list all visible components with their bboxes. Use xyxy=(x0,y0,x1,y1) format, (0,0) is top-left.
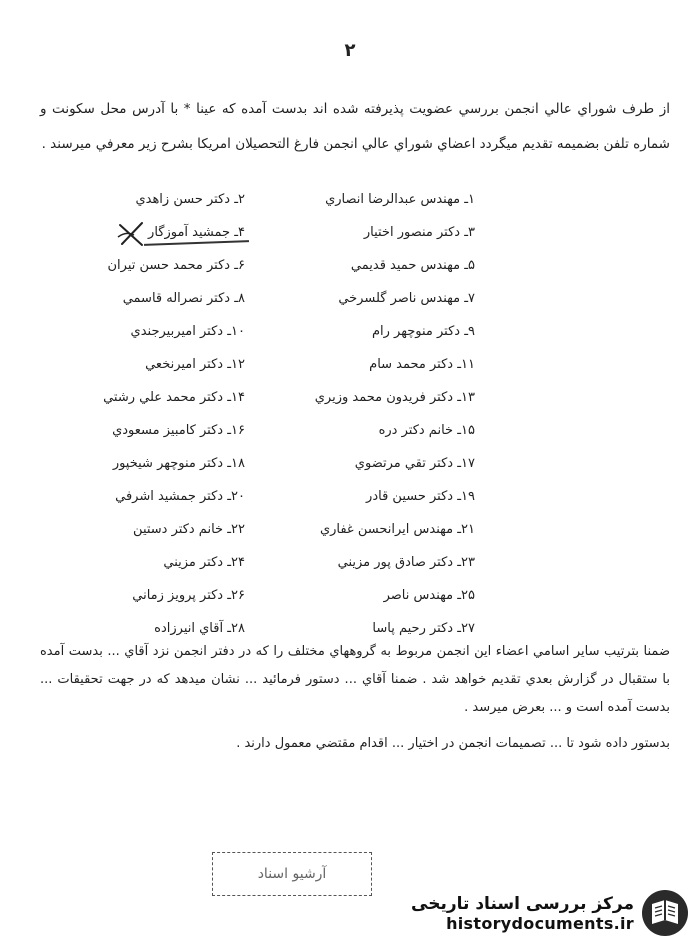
member-name: ۵ـ مهندس حميد قديمي xyxy=(350,258,475,273)
member-name: ۱۱ـ دكتر محمد سام xyxy=(369,357,475,372)
list-item xyxy=(0,456,700,486)
member-name-crossed xyxy=(15,225,245,240)
list-item xyxy=(0,555,700,585)
member-name: ۶ـ دكتر محمد حسن تيران xyxy=(107,258,245,273)
intro-paragraph: از طرف شوراي عالي انجمن بررسي عضويت پذيرفته شده اند بدست آمده كه عينا * با آدرس محل سكونت و شماره تلفن بضميمه تقديم ميگردد اعضاي شوراي عالي انجمن فارغ التحصيلان امريكا بشرح زير معرفي ميرسند . xyxy=(40,101,670,152)
member-name: ۲۴ـ دكتر مزيني xyxy=(163,555,245,570)
list-item xyxy=(0,192,700,222)
handwritten-x-mark-icon xyxy=(116,219,146,249)
watermark-title: مرکز بررسی اسناد تاریخی xyxy=(411,893,634,914)
member-name: ۲۰ـ دكتر جمشيد اشرفي xyxy=(115,489,245,504)
member-name: ۱۶ـ دكتر كامبيز مسعودي xyxy=(112,423,245,438)
member-name: ۱۴ـ دكتر محمد علي رشتي xyxy=(103,390,245,405)
handwritten-underline xyxy=(144,240,249,246)
member-name: ۲۳ـ دكتر صادق پور مزيني xyxy=(337,555,475,570)
member-name: ۸ـ دكتر نصراله قاسمي xyxy=(122,291,245,306)
page-number: ۲ xyxy=(344,40,356,61)
member-name: ۹ـ دكتر منوچهر رام xyxy=(371,324,475,339)
book-logo-icon xyxy=(640,888,690,938)
member-name: ۲۷ـ دكتر رحيم پاسا xyxy=(372,621,475,636)
list-item xyxy=(0,258,700,288)
member-name: ۱۰ـ دكتر اميربيرجندي xyxy=(130,324,245,339)
list-item xyxy=(0,291,700,321)
member-name: ۲۶ـ دكتر پرويز زماني xyxy=(132,588,245,603)
crossed-name xyxy=(148,225,245,240)
list-item xyxy=(0,588,700,618)
list-item xyxy=(0,423,700,453)
member-name: ۷ـ مهندس ناصر گلسرخي xyxy=(338,291,475,306)
member-name: ۲۱ـ مهندس ايرانحسن غفاري xyxy=(319,522,475,537)
member-name: ۱۷ـ دكتر تقي مرتضوي xyxy=(354,456,475,471)
closing-paragraph: بدستور داده شود تا ... تصميمات انجمن در اختيار ... اقدام مقتضي معمول دارند . xyxy=(236,736,670,751)
watermark-url: historydocuments.ir xyxy=(446,913,634,933)
archive-stamp: آرشيو اسناد xyxy=(212,852,372,896)
watermark-text xyxy=(411,894,634,933)
list-item xyxy=(0,225,700,255)
member-name: ۱۲ـ دكتر اميرنخعي xyxy=(145,357,245,372)
member-name: ۱ـ مهندس عبدالرضا انصاري xyxy=(325,192,475,207)
member-name: ۲۸ـ آقاي انيرزاده xyxy=(154,621,245,636)
closing-text xyxy=(40,638,670,758)
member-name: ۱۹ـ دكتر حسين قادر xyxy=(366,489,475,504)
list-item xyxy=(0,357,700,387)
member-name: ۳ـ دكتر منصور اختيار xyxy=(363,225,475,240)
list-item xyxy=(0,489,700,519)
member-name: ۲۵ـ مهندس ناصر xyxy=(383,588,475,603)
list-item xyxy=(0,522,700,552)
closing-paragraph: ضمنا بترتيب ساير اسامي اعضاء اين انجمن مربوط به گروههاي مختلف را كه در دفتر انجمن نزد آقاي ... بدست آمده با ستقبال در گزارش بعدي تقديم خواهد شد . ضمنا آقاي ... دستور فرمائيد ... نشان ميدهد كه در جهت تحقيقات ... بدست آمده است و ... بعرض ميرسد . xyxy=(40,644,670,715)
list-item xyxy=(0,390,700,420)
member-name: ۲۲ـ خانم دكتر دستين xyxy=(133,522,245,537)
list-item xyxy=(0,324,700,354)
member-name: ۴ـ جمشيد آموزگار xyxy=(148,225,245,240)
watermark xyxy=(411,888,690,938)
member-name: ۱۳ـ دكتر فريدون محمد وزيري xyxy=(314,390,475,405)
member-name: ۲ـ دكتر حسن زاهدي xyxy=(135,192,245,207)
member-name: ۱۵ـ خانم دكتر دره xyxy=(378,423,475,438)
member-name: ۱۸ـ دكتر منوچهر شيخپور xyxy=(112,456,245,471)
